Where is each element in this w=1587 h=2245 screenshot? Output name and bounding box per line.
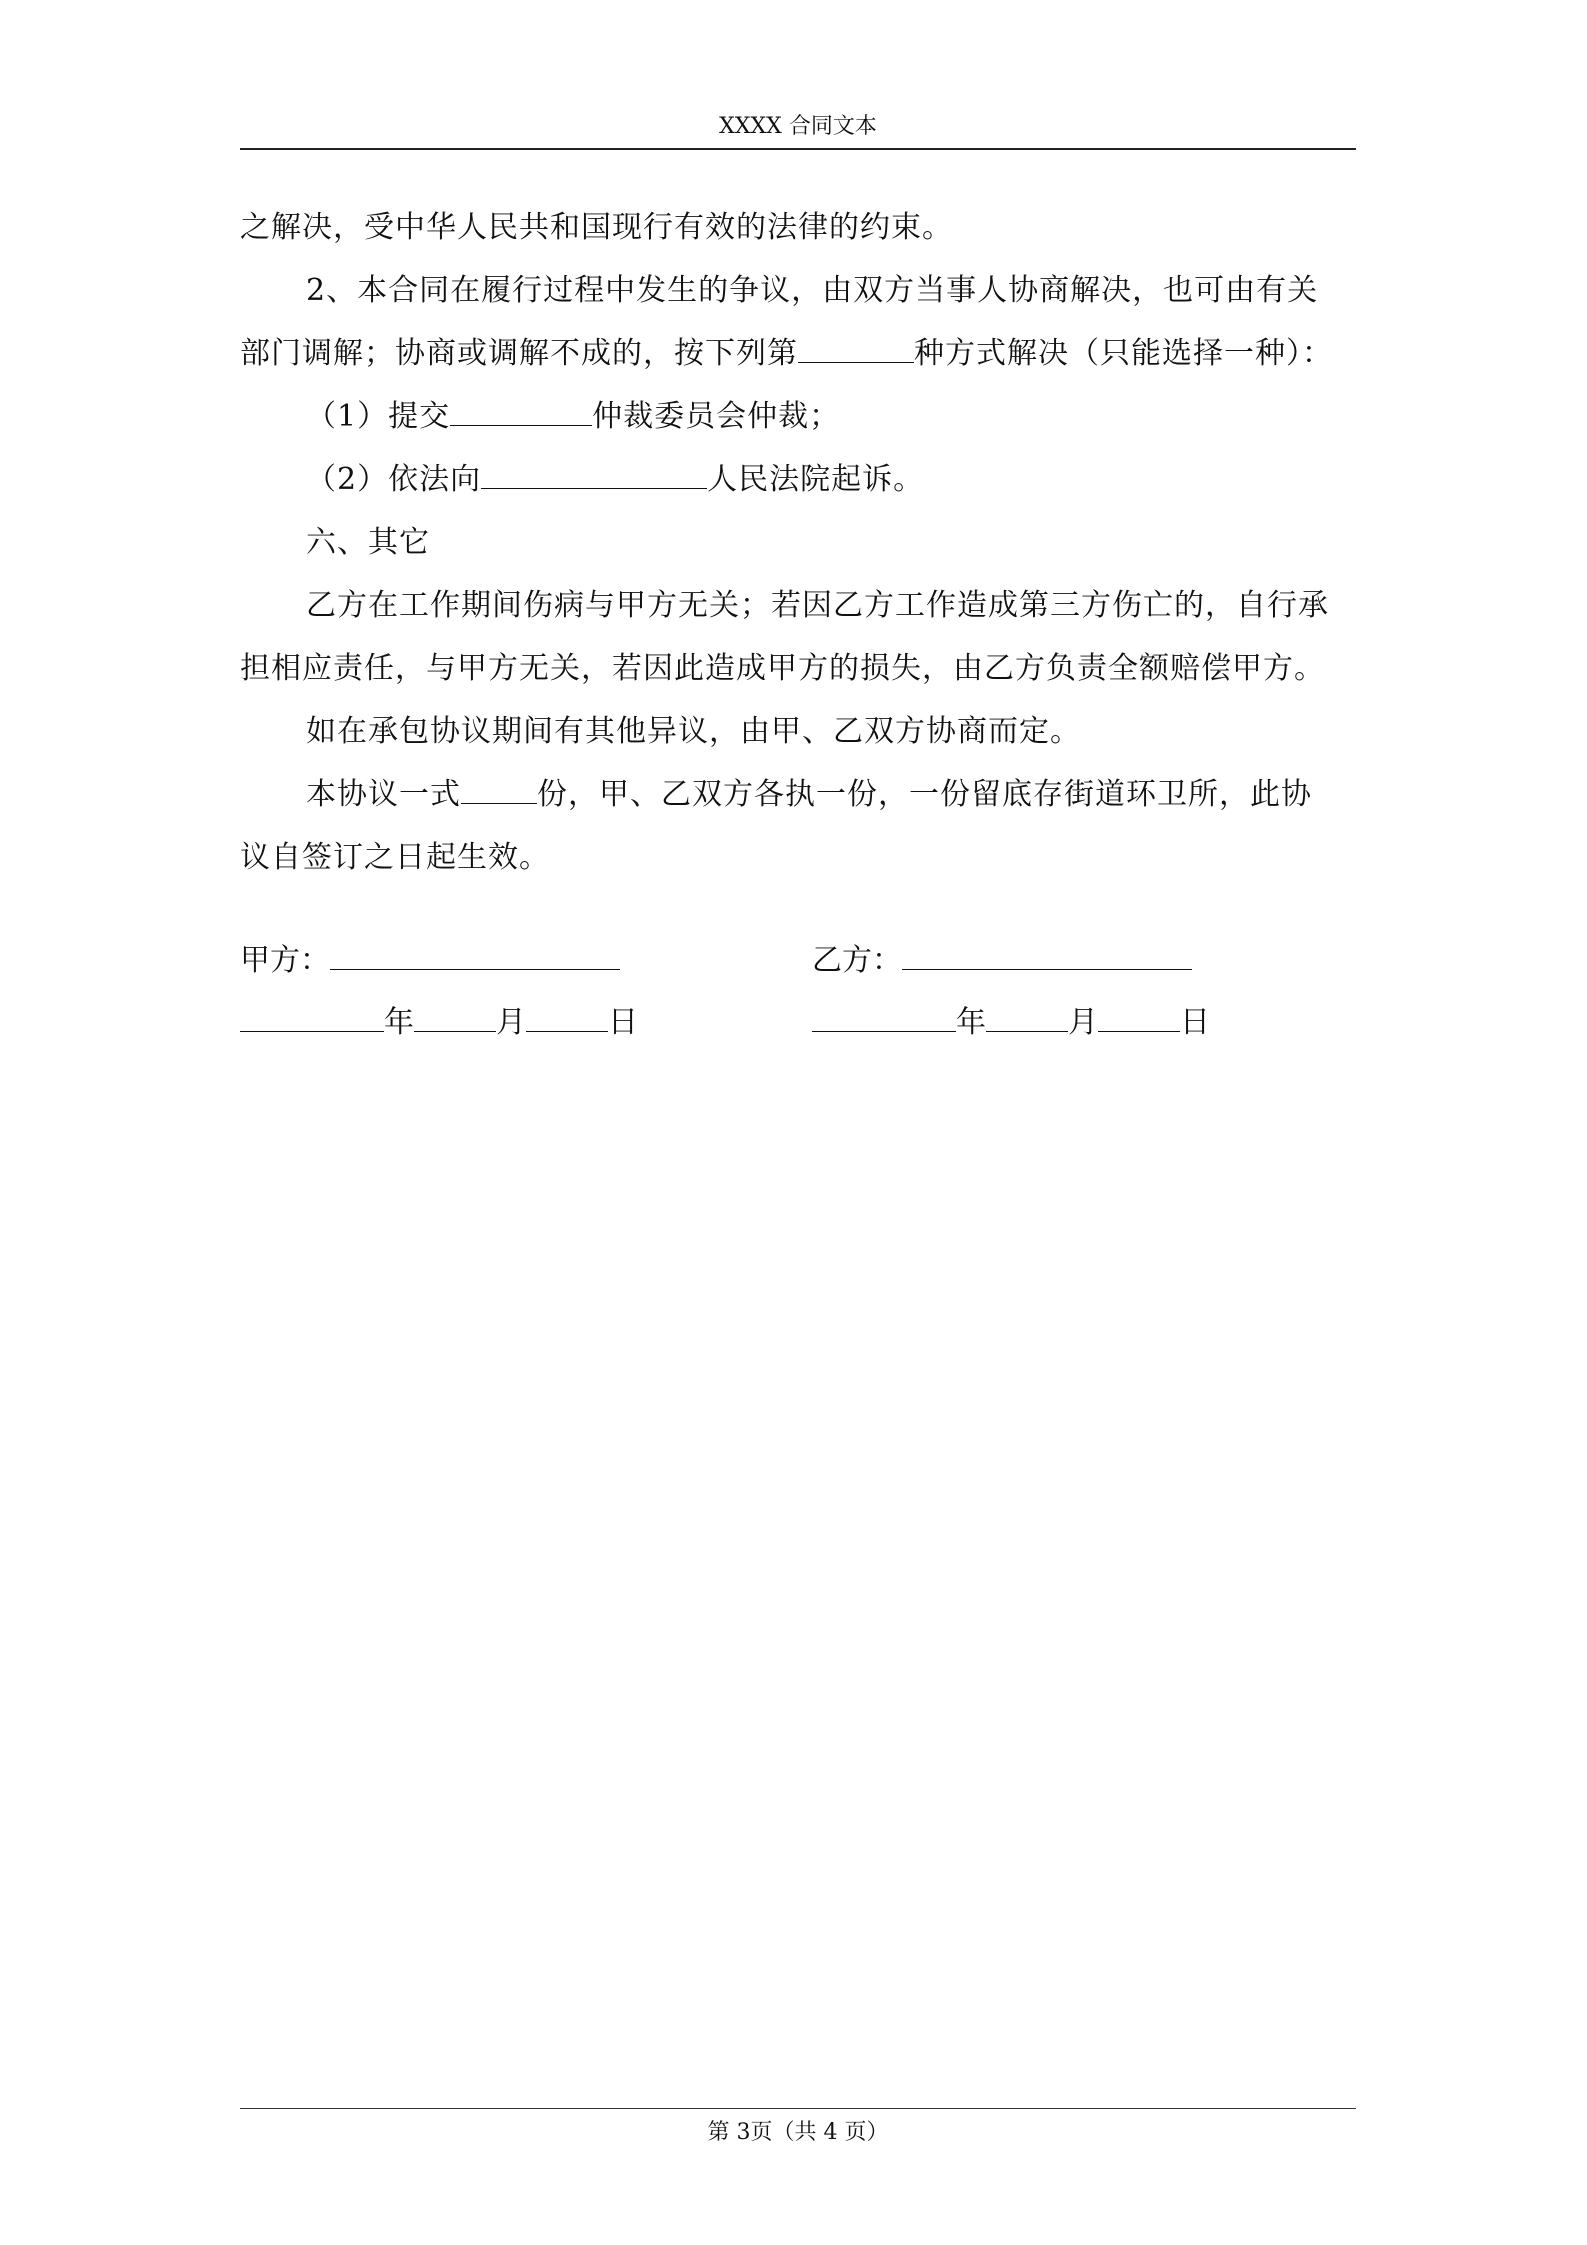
section-heading-other: 六、其它 bbox=[306, 525, 430, 560]
party-b-day-label: 日 bbox=[1180, 1005, 1210, 1040]
party-a-label: 甲方： bbox=[240, 943, 330, 978]
footer-divider bbox=[240, 2108, 1356, 2109]
party-a-day-label: 日 bbox=[608, 1005, 638, 1040]
option2-text-a: （2）依法向 bbox=[306, 462, 482, 497]
party-b-year-blank[interactable] bbox=[812, 1007, 956, 1032]
paragraph-injury-line2: 担相应责任，与甲方无关，若因此造成甲方的损失，由乙方负责全额赔偿甲方。 bbox=[240, 651, 1325, 686]
option-court bbox=[240, 448, 1356, 511]
party-b-label: 乙方： bbox=[812, 943, 902, 978]
option-arbitration bbox=[240, 385, 1356, 448]
party-b-month-blank[interactable] bbox=[986, 1007, 1068, 1032]
party-a-day-blank[interactable] bbox=[526, 1007, 608, 1032]
party-b-year-label: 年 bbox=[956, 1005, 986, 1040]
paragraph-law: 之解决，受中华人民共和国现行有效的法律的约束。 bbox=[240, 210, 953, 245]
document-body bbox=[240, 196, 1356, 889]
option1-text-a: （1）提交 bbox=[306, 399, 451, 434]
page-number: 第 3页（共 4 页） bbox=[707, 2120, 889, 2145]
party-b-day-blank[interactable] bbox=[1098, 1007, 1180, 1032]
paragraph-copies-line2: 议自签订之日起生效。 bbox=[240, 840, 550, 875]
paragraph-dispute-other: 如在承包协议期间有其他异议，由甲、乙双方协商而定。 bbox=[306, 714, 1081, 749]
party-b-blank[interactable] bbox=[902, 945, 1192, 970]
method-number-blank[interactable] bbox=[798, 338, 914, 363]
paragraph-dispute-line1: 2、本合同在履行过程中发生的争议，由双方当事人协商解决，也可由有关 bbox=[306, 273, 1319, 308]
court-blank[interactable] bbox=[481, 464, 707, 489]
party-a-year-blank[interactable] bbox=[240, 1007, 384, 1032]
party-b-date bbox=[812, 992, 1210, 1054]
party-a-blank[interactable] bbox=[330, 945, 620, 970]
header-divider bbox=[240, 148, 1356, 150]
party-b-signature bbox=[812, 930, 1192, 992]
arbitration-commission-blank[interactable] bbox=[450, 401, 592, 426]
party-a-month-blank[interactable] bbox=[414, 1007, 496, 1032]
party-a-signature bbox=[240, 930, 620, 992]
copies-text-a: 本协议一式 bbox=[306, 777, 461, 812]
page-header: XXXX 合同文本 bbox=[719, 114, 877, 139]
option1-text-b: 仲裁委员会仲裁； bbox=[592, 399, 841, 434]
dispute-text-a: 部门调解；协商或调解不成的，按下列第 bbox=[240, 336, 798, 371]
signature-date-row bbox=[240, 992, 1356, 1054]
party-b-month-label: 月 bbox=[1068, 1005, 1098, 1040]
paragraph-copies-line1 bbox=[240, 763, 1356, 826]
signature-block bbox=[240, 930, 1356, 1054]
option2-text-b: 人民法院起诉。 bbox=[707, 462, 925, 497]
party-a-year-label: 年 bbox=[384, 1005, 414, 1040]
dispute-text-b: 种方式解决（只能选择一种）： bbox=[914, 336, 1333, 371]
paragraph-injury-line1: 乙方在工作期间伤病与甲方无关；若因乙方工作造成第三方伤亡的，自行承 bbox=[306, 588, 1329, 623]
copies-text-b: 份，甲、乙双方各执一份，一份留底存街道环卫所，此协 bbox=[537, 777, 1312, 812]
signature-party-row bbox=[240, 930, 1356, 992]
paragraph-dispute-line2 bbox=[240, 322, 1356, 385]
party-a-month-label: 月 bbox=[496, 1005, 526, 1040]
copies-count-blank[interactable] bbox=[461, 779, 537, 804]
party-a-date bbox=[240, 992, 638, 1054]
